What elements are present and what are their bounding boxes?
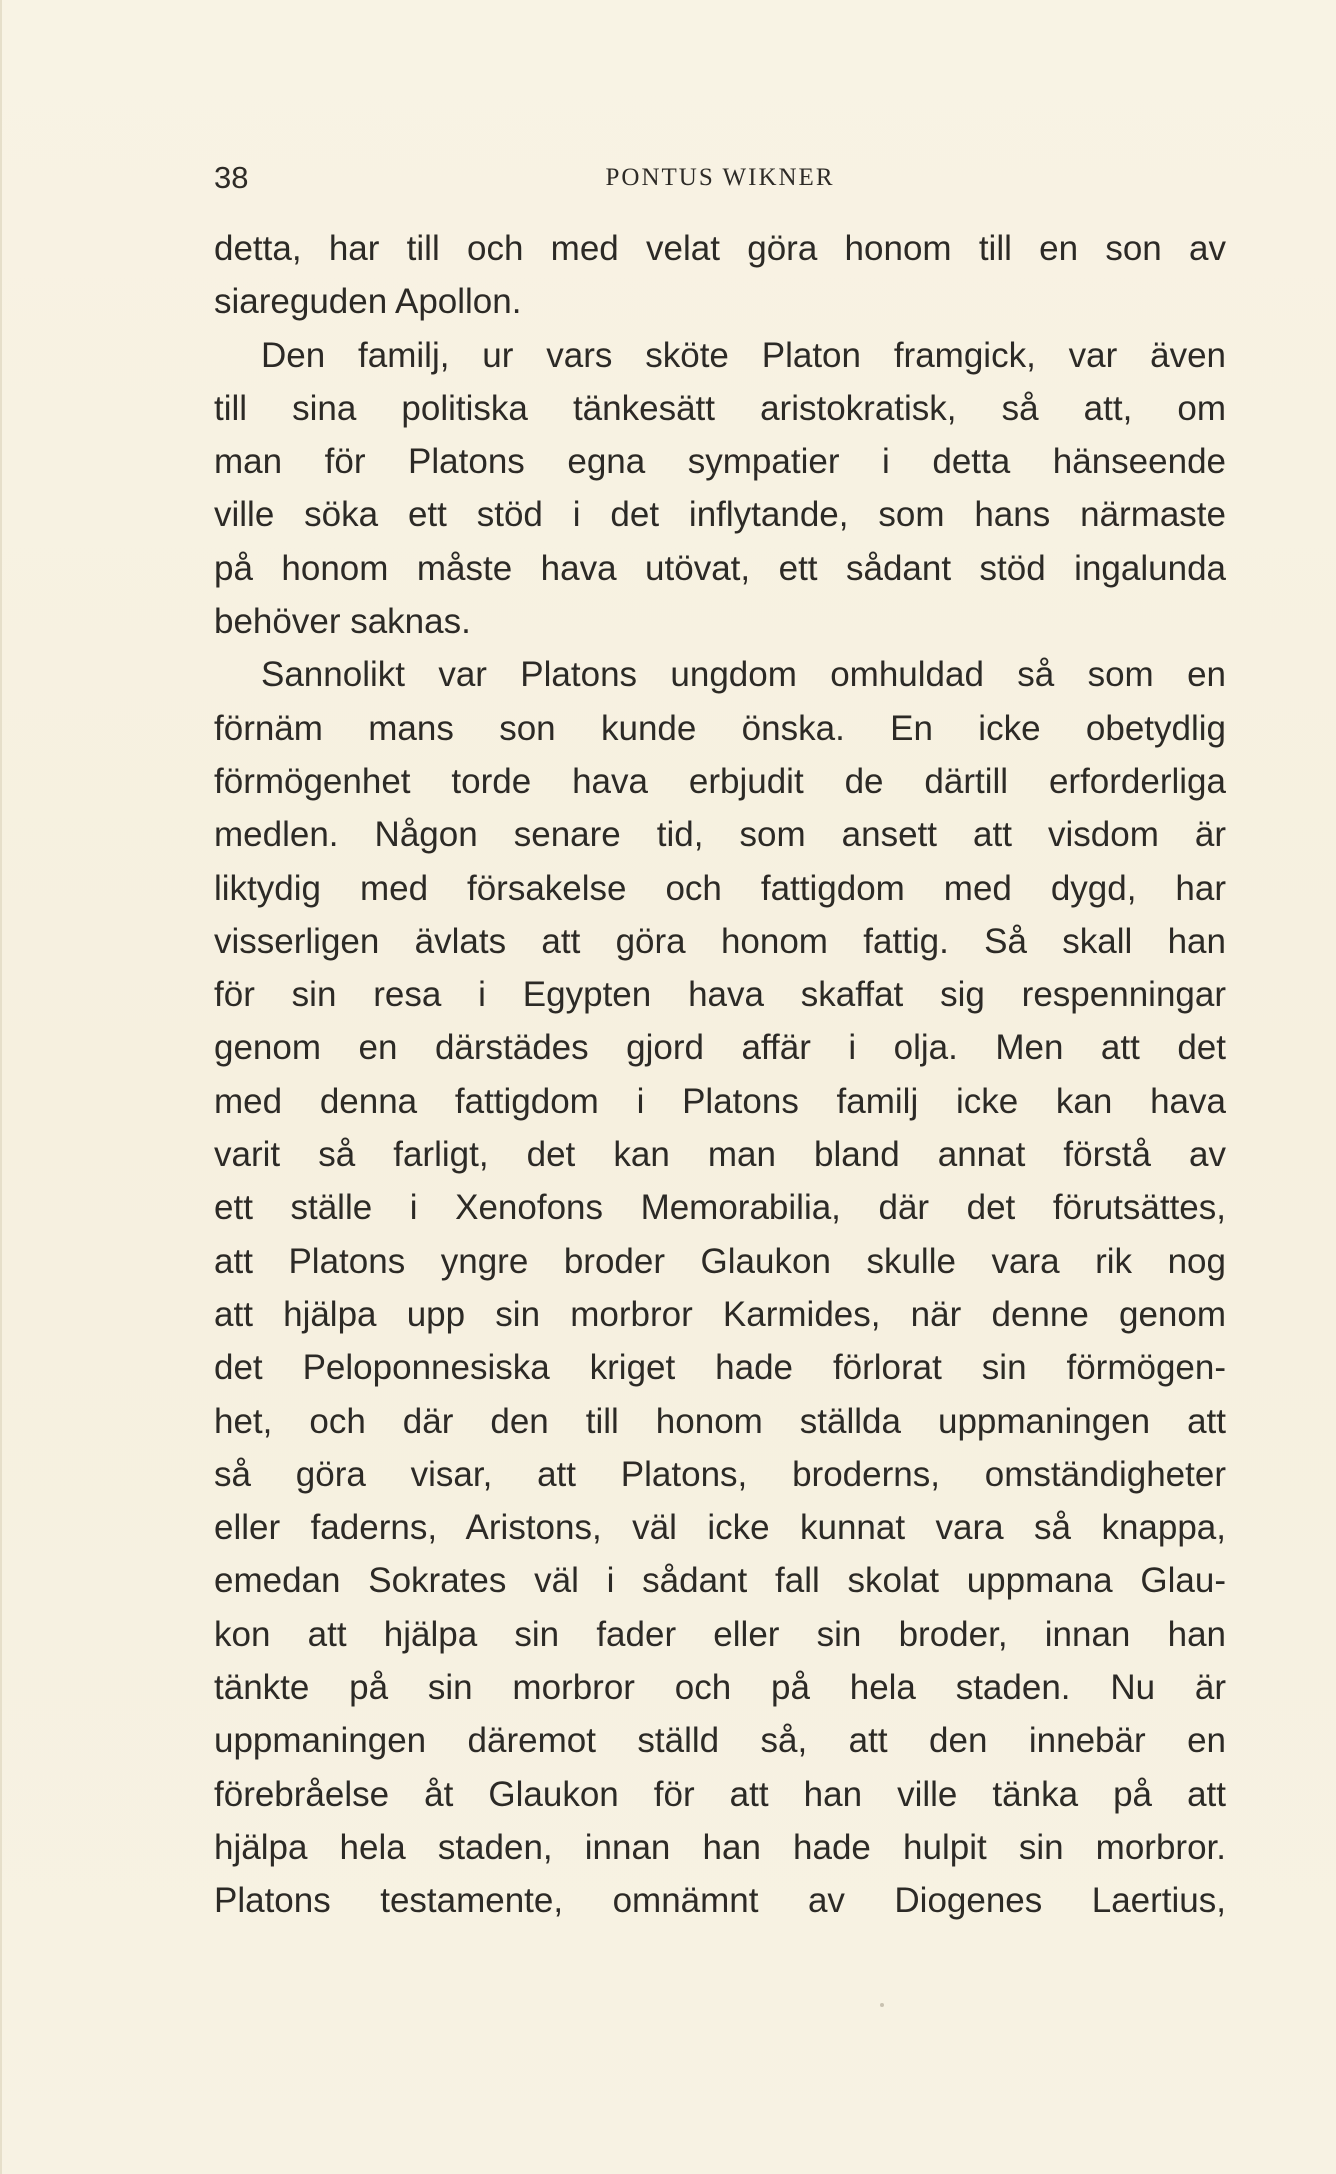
- text-line: medlen. Någon senare tid, som ansett att visdom är: [214, 815, 1226, 855]
- text-line: Sannolikt var Platons ungdom omhuldad så som en: [261, 655, 1226, 695]
- text-line: ville söka ett stöd i det inflytande, som hans närmaste: [214, 495, 1226, 535]
- text-line: så göra visar, att Platons, broderns, omständigheter: [214, 1454, 1226, 1494]
- text-line: hjälpa hela staden, innan han hade hulpit sin morbror.: [214, 1827, 1226, 1867]
- text-line: genom en därstädes gjord affär i olja. Men att det: [214, 1028, 1226, 1068]
- text-line: det Peloponnesiska kriget hade förlorat sin förmögen-: [214, 1348, 1226, 1388]
- text-line: siareguden Apollon.: [214, 282, 522, 322]
- text-line: att hjälpa upp sin morbror Karmides, när denne genom: [214, 1294, 1226, 1334]
- text-line: het, och där den till honom ställda uppmaningen att: [214, 1401, 1226, 1441]
- text-line: emedan Sokrates väl i sådant fall skolat uppmana Glau-: [214, 1561, 1226, 1601]
- text-line: varit så farligt, det kan man bland annat förstå av: [214, 1135, 1226, 1175]
- text-line: kon att hjälpa sin fader eller sin broder, innan han: [214, 1614, 1226, 1654]
- text-line: eller faderns, Aristons, väl icke kunnat vara så knappa,: [214, 1508, 1226, 1548]
- body-text: [214, 222, 1226, 1928]
- text-line: Platons testamente, omnämnt av Diogenes Laertius,: [214, 1881, 1226, 1921]
- text-line: man för Platons egna sympatier i detta hänseende: [214, 442, 1226, 482]
- text-line: liktydig med försakelse och fattigdom med dygd, har: [214, 868, 1226, 908]
- text-line: Den familj, ur vars sköte Platon framgick, var även: [261, 335, 1226, 375]
- text-line: på honom måste hava utövat, ett sådant stöd ingalunda: [214, 548, 1226, 588]
- page-number: 38: [214, 160, 249, 195]
- text-line: visserligen ävlats att göra honom fattig. Så skall han: [214, 921, 1226, 961]
- text-line: detta, har till och med velat göra honom till en son av: [214, 229, 1226, 268]
- text-line: för sin resa i Egypten hava skaffat sig respenningar: [214, 975, 1226, 1015]
- text-line: att Platons yngre broder Glaukon skulle vara rik nog: [214, 1241, 1226, 1281]
- text-line: med denna fattigdom i Platons familj icke kan hava: [214, 1081, 1226, 1121]
- text-line: tänkte på sin morbror och på hela staden. Nu är: [214, 1668, 1226, 1708]
- page-header: [214, 160, 1226, 200]
- text-line: förnäm mans son kunde önska. En icke obetydlig: [214, 708, 1226, 748]
- text-line: förebråelse åt Glaukon för att han ville tänka på att: [214, 1774, 1226, 1814]
- paper-speck: [880, 2003, 884, 2007]
- running-head: PONTUS WIKNER: [605, 164, 835, 191]
- text-line: behöver saknas.: [214, 602, 471, 642]
- text-line: ett ställe i Xenofons Memorabilia, där det förutsättes,: [214, 1188, 1226, 1228]
- text-line: förmögenhet torde hava erbjudit de därtill erforderliga: [214, 761, 1226, 801]
- text-line: uppmaningen däremot ställd så, att den innebär en: [214, 1721, 1226, 1761]
- text-line: till sina politiska tänkesätt aristokratisk, så att, om: [214, 388, 1226, 428]
